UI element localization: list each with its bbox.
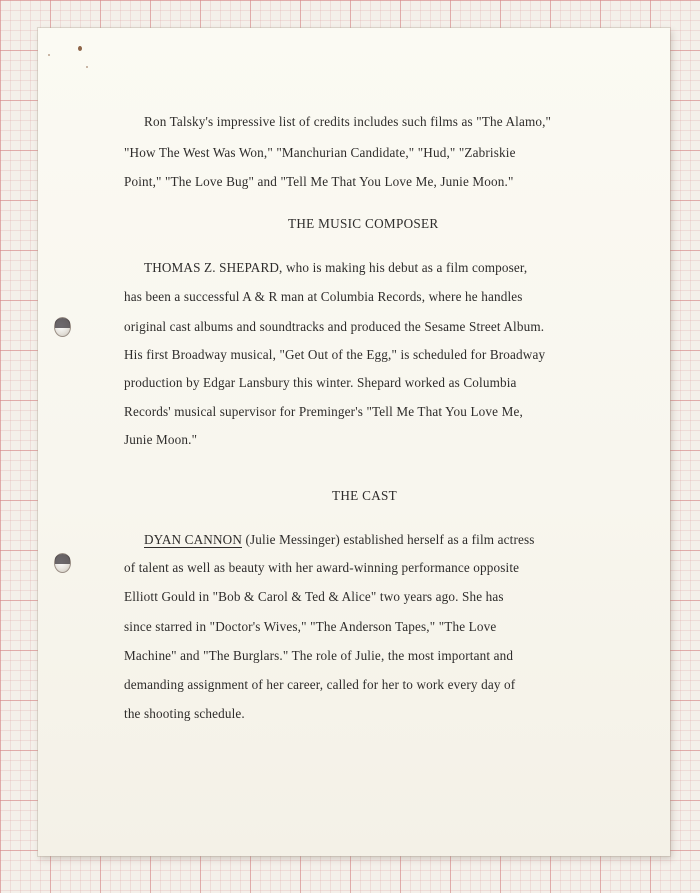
stain-spot — [86, 66, 88, 68]
cast-line: of talent as well as beauty with her award-winning performance opposite — [124, 560, 520, 575]
composer-line: has been a successful A & R man at Columbia Records, where he handles — [124, 289, 523, 304]
cast-line: the shooting schedule. — [124, 706, 245, 721]
composer-line: original cast albums and soundtracks and produced the Sesame Street Album. — [124, 319, 545, 334]
cast-line: since starred in "Doctor's Wives," "The Anderson Tapes," "The Love — [124, 619, 497, 634]
composer-line: Records' musical supervisor for Preminger's "Tell Me That You Love Me, — [124, 404, 523, 419]
document-page — [38, 28, 670, 856]
intro-line: "How The West Was Won," "Manchurian Candidate," "Hud," "Zabriskie — [124, 145, 516, 160]
cast-line: Elliott Gould in "Bob & Carol & Ted & Alice" two years ago. She has — [124, 589, 504, 604]
punch-hole-upper — [54, 317, 71, 337]
composer-line: production by Edgar Lansbury this winter. Shepard worked as Columbia — [124, 375, 517, 390]
composer-line: Junie Moon." — [124, 432, 198, 447]
punch-hole-lower — [54, 553, 71, 573]
section-heading-the-cast: THE CAST — [332, 488, 398, 503]
composer-line: THOMAS Z. SHEPARD, who is making his debut as a film composer, — [144, 260, 528, 275]
section-heading-music-composer: THE MUSIC COMPOSER — [288, 216, 439, 231]
stain-spot — [78, 46, 82, 51]
cast-first-line-rest: (Julie Messinger) established herself as a film actress — [242, 532, 535, 547]
cast-line: demanding assignment of her career, called for her to work every day of — [124, 677, 516, 692]
intro-line: Point," "The Love Bug" and "Tell Me That You Love Me, Junie Moon." — [124, 174, 514, 189]
cast-line: Machine" and "The Burglars." The role of Julie, the most important and — [124, 648, 514, 663]
intro-line: Ron Talsky's impressive list of credits includes such films as "The Alamo," — [144, 114, 552, 129]
cast-first-line — [144, 533, 535, 546]
actor-name: DYAN CANNON — [144, 532, 242, 547]
composer-line: His first Broadway musical, "Get Out of the Egg," is scheduled for Broadway — [124, 347, 546, 362]
stain-spot — [48, 54, 50, 56]
